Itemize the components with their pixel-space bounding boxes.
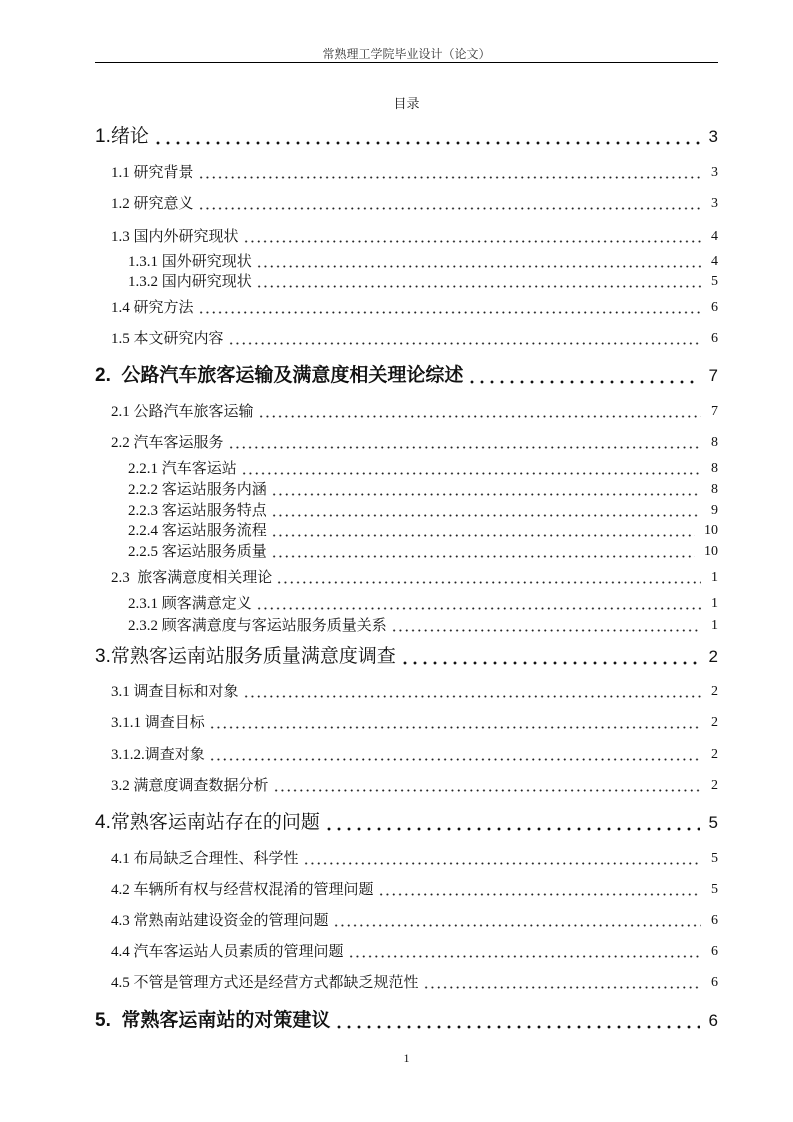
dot-leader xyxy=(209,745,701,765)
dot-leader xyxy=(198,163,701,183)
toc-entry-title: 2. 公路汽车旅客运输及满意度相关理论综述 xyxy=(95,365,464,386)
dot-leader xyxy=(378,880,701,900)
toc-entry-title: 2.2.1 汽车客运站 xyxy=(128,461,237,477)
toc-entry-page: 8 xyxy=(711,482,718,497)
toc-entry xyxy=(95,810,718,836)
dot-leader xyxy=(467,363,699,389)
toc-entry-title: 4.2 车辆所有权与经营权混淆的管理问题 xyxy=(111,882,374,898)
toc-entry-page: 2 xyxy=(711,715,718,730)
toc-entry xyxy=(111,163,718,183)
toc-entry xyxy=(111,880,718,900)
toc-entry-title: 2.2.3 客运站服务特点 xyxy=(128,503,267,519)
toc-entry-page: 6 xyxy=(711,944,718,959)
toc-entry-page: 7 xyxy=(711,404,718,419)
toc-entry-title: 2.3 旅客满意度相关理论 xyxy=(111,570,273,586)
dot-leader xyxy=(273,776,701,796)
toc-entry xyxy=(111,298,718,318)
toc-entry xyxy=(111,911,718,931)
toc-entry xyxy=(95,363,718,389)
dot-leader xyxy=(153,124,700,150)
header-rule xyxy=(95,62,718,63)
toc-entry-page: 3 xyxy=(708,127,718,146)
toc-entry-page: 2 xyxy=(711,778,718,793)
toc-entry xyxy=(111,329,718,349)
toc-entry xyxy=(111,682,718,702)
toc-entry-title: 2.3.1 顾客满意定义 xyxy=(128,596,252,612)
toc-entry-page: 1 xyxy=(711,570,718,585)
dot-leader xyxy=(271,521,695,541)
dot-leader xyxy=(391,616,701,636)
toc-entry xyxy=(111,402,718,422)
toc-entry-page: 4 xyxy=(711,254,718,269)
toc-entry xyxy=(111,973,718,993)
toc-entry-title: 3.2 满意度调查数据分析 xyxy=(111,778,269,794)
toc-entry-title: 4.3 常熟南站建设资金的管理问题 xyxy=(111,913,329,929)
toc-entry-page: 1 xyxy=(711,596,718,611)
toc-entry-title: 3.1.1 调查目标 xyxy=(111,715,205,731)
dot-leader xyxy=(256,252,701,272)
toc-entry xyxy=(128,542,718,562)
toc-entry-page: 3 xyxy=(711,165,718,180)
running-header: 常熟理工学院毕业设计（论文） xyxy=(322,47,491,61)
toc-entry-title: 2.1 公路汽车旅客运输 xyxy=(111,404,254,420)
toc-entry-page: 2 xyxy=(708,647,718,666)
dot-leader xyxy=(334,1008,699,1034)
toc-entry-title: 4.4 汽车客运站人员素质的管理问题 xyxy=(111,944,344,960)
toc-entry-title: 1.3 国内外研究现状 xyxy=(111,229,239,245)
dot-leader xyxy=(228,329,701,349)
dot-leader xyxy=(271,480,701,500)
toc-entry xyxy=(111,942,718,962)
toc-entry xyxy=(128,616,718,636)
toc-entry xyxy=(128,521,718,541)
toc-entry-title: 1.5 本文研究内容 xyxy=(111,331,224,347)
toc-entry-page: 2 xyxy=(711,684,718,699)
dot-leader xyxy=(243,682,701,702)
toc-entry-title: 5. 常熟客运南站的对策建议 xyxy=(95,1010,331,1031)
toc-entry-title: 1.1 研究背景 xyxy=(111,165,194,181)
toc-entry-page: 10 xyxy=(704,523,718,538)
toc-entry xyxy=(95,124,718,150)
toc-entry xyxy=(111,776,718,796)
toc-entry-title: 3.常熟客运南站服务质量满意度调查 xyxy=(95,646,396,667)
toc-entry-page: 8 xyxy=(711,461,718,476)
dot-leader xyxy=(198,298,701,318)
toc-entry-title: 4.常熟客运南站存在的问题 xyxy=(95,812,320,833)
toc-entry xyxy=(111,849,718,869)
toc-entry-page: 10 xyxy=(704,544,718,559)
toc-heading: 目录 xyxy=(393,96,420,111)
dot-leader xyxy=(241,459,701,479)
toc-entry xyxy=(95,644,718,670)
toc-entry xyxy=(111,568,718,588)
toc-entry-title: 3.1.2.调查对象 xyxy=(111,747,205,763)
dot-leader xyxy=(303,849,701,869)
toc-entry-title: 4.1 布局缺乏合理性、科学性 xyxy=(111,851,299,867)
toc-entry-title: 1.3.2 国内研究现状 xyxy=(128,274,252,290)
toc-entry-title: 2.2 汽车客运服务 xyxy=(111,435,224,451)
toc-entry-page: 6 xyxy=(711,331,718,346)
dot-leader xyxy=(400,644,700,670)
dot-leader xyxy=(276,568,701,588)
dot-leader xyxy=(243,227,701,247)
toc-entry xyxy=(111,433,718,453)
toc-entry-page: 5 xyxy=(711,851,718,866)
dot-leader xyxy=(271,542,695,562)
footer-page-number: 1 xyxy=(403,1051,410,1065)
toc-entry-page: 8 xyxy=(711,435,718,450)
toc-entry-title: 1.4 研究方法 xyxy=(111,300,194,316)
toc-entry-page: 5 xyxy=(708,813,718,832)
toc-entry-page: 4 xyxy=(711,229,718,244)
dot-leader xyxy=(198,194,701,214)
dot-leader xyxy=(271,501,701,521)
toc-entry-title: 1.绪论 xyxy=(95,126,149,147)
toc-entry-title: 3.1 调查目标和对象 xyxy=(111,684,239,700)
dot-leader xyxy=(324,810,700,836)
dot-leader xyxy=(333,911,701,931)
toc-entry-page: 7 xyxy=(708,366,718,385)
toc-entry-page: 6 xyxy=(708,1011,718,1030)
toc-entry xyxy=(111,745,718,765)
toc-entry xyxy=(111,194,718,214)
dot-leader xyxy=(258,402,701,422)
dot-leader xyxy=(228,433,701,453)
toc-entry-title: 4.5 不管是管理方式还是经营方式都缺乏规范性 xyxy=(111,975,419,991)
dot-leader xyxy=(423,973,701,993)
toc-entry xyxy=(128,252,718,272)
toc-entry-page: 3 xyxy=(711,196,718,211)
toc-entry xyxy=(128,501,718,521)
toc-entry xyxy=(128,594,718,614)
dot-leader xyxy=(348,942,701,962)
toc-entry xyxy=(128,459,718,479)
toc-entry-page: 2 xyxy=(711,747,718,762)
toc-entry xyxy=(128,272,718,292)
toc-entry-title: 2.2.4 客运站服务流程 xyxy=(128,523,267,539)
toc-entry xyxy=(95,1008,718,1034)
dot-leader xyxy=(256,272,701,292)
toc-entry-title: 2.3.2 顾客满意度与客运站服务质量关系 xyxy=(128,618,387,634)
toc-entry-page: 6 xyxy=(711,975,718,990)
toc-entry xyxy=(128,480,718,500)
toc-entry-page: 5 xyxy=(711,882,718,897)
toc-entry-page: 5 xyxy=(711,274,718,289)
toc-entry-title: 1.2 研究意义 xyxy=(111,196,194,212)
toc-entry-title: 2.2.2 客运站服务内涵 xyxy=(128,482,267,498)
toc-entry-page: 6 xyxy=(711,913,718,928)
toc-entry-title: 2.2.5 客运站服务质量 xyxy=(128,544,267,560)
dot-leader xyxy=(256,594,701,614)
dot-leader xyxy=(209,713,701,733)
toc-entry-page: 1 xyxy=(711,618,718,633)
toc-entry xyxy=(111,713,718,733)
toc-entry-title: 1.3.1 国外研究现状 xyxy=(128,254,252,270)
toc-entry-page: 6 xyxy=(711,300,718,315)
toc-entry xyxy=(111,227,718,247)
toc-entry-page: 9 xyxy=(711,503,718,518)
